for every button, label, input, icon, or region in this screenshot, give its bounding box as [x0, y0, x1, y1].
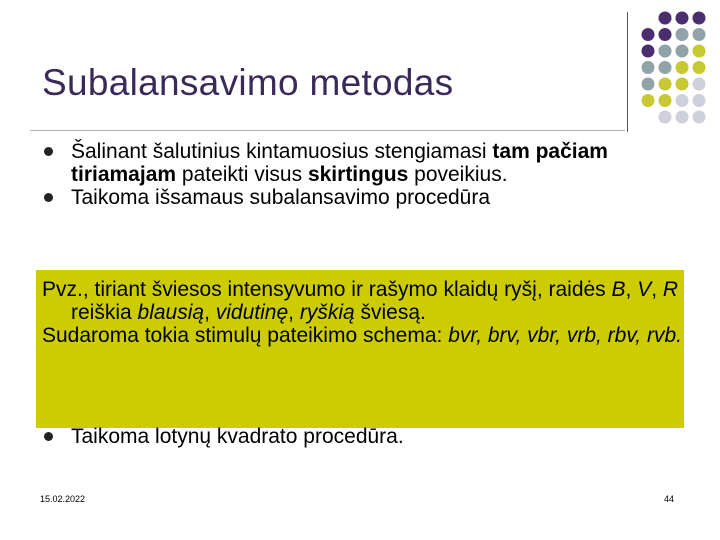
example-text-segment: B — [611, 278, 626, 301]
example-paragraph — [42, 324, 682, 347]
decorative-dot — [676, 61, 689, 74]
example-text-segment: reiškia — [71, 301, 138, 324]
example-text-segment: bvr, brv, vbr, vrb, rbv, rvb. — [448, 324, 682, 347]
decorative-dot — [693, 94, 706, 107]
bullet-list — [44, 140, 644, 209]
bullet-text-segment: skirtingus — [307, 163, 409, 186]
decorative-dot-grid — [640, 10, 720, 130]
example-text-segment: vidutinę — [215, 301, 289, 324]
title-divider — [30, 130, 625, 131]
decorative-dot — [693, 28, 706, 41]
decorative-dot — [642, 61, 655, 74]
example-text-segment: ryškią — [299, 301, 355, 324]
bullet-icon — [44, 147, 53, 156]
decorative-dot — [693, 12, 706, 25]
decorative-dot — [659, 45, 672, 58]
bullet-text-segment: Taikoma išsamaus subalansavimo procedūra — [71, 186, 491, 209]
bullet-text: Taikoma lotynų kvadrato procedūra. — [71, 425, 404, 448]
decorative-dot — [693, 111, 706, 124]
decorative-dot — [676, 78, 689, 91]
footer-date: 15.02.2022 — [40, 494, 86, 504]
vertical-divider — [627, 12, 628, 132]
example-text-segment: Sudaroma tokia stimulų pateikimo schema: — [42, 324, 449, 347]
decorative-dot — [659, 78, 672, 91]
example-text-segment: , — [288, 301, 300, 324]
decorative-dot — [676, 28, 689, 41]
dot-grid-icon — [640, 10, 720, 130]
bullet-text-segment: pateikti visus — [176, 163, 308, 186]
page-number: 44 — [664, 494, 675, 504]
example-text-segment: , — [204, 301, 216, 324]
decorative-dot — [642, 94, 655, 107]
bullet-icon — [44, 193, 53, 202]
example-text-segment: Pvz., tiriant šviesos intensyvumo ir rašymo klaidų ryšį, raidės — [42, 278, 612, 301]
bullet-text-segment: tam pačiam tiriamajam — [71, 140, 608, 186]
example-text-segment: V — [637, 278, 652, 301]
slide-title: Subalansavimo metodas — [42, 62, 454, 103]
example-text-segment: šviesą. — [354, 301, 426, 324]
bullet-text-segment: Šalinant šalutinius kintamuosius stengiamasi — [71, 140, 493, 163]
bullet-text — [71, 140, 644, 186]
decorative-dot — [693, 78, 706, 91]
example-text-segment: blausią — [137, 301, 205, 324]
decorative-dot — [659, 28, 672, 41]
bullet-text — [71, 186, 644, 209]
list-item — [44, 140, 644, 186]
decorative-dot — [659, 111, 672, 124]
decorative-dot — [659, 12, 672, 25]
decorative-dot — [676, 12, 689, 25]
example-text-segment: R — [662, 278, 679, 301]
decorative-dot — [659, 61, 672, 74]
bullet-icon — [44, 432, 53, 441]
bullet-text-segment: poveikius. — [408, 163, 508, 186]
example-text-segment: , — [625, 278, 638, 301]
decorative-dot — [676, 45, 689, 58]
decorative-dot — [693, 45, 706, 58]
decorative-dot — [642, 28, 655, 41]
example-text — [42, 278, 682, 347]
decorative-dot — [676, 111, 689, 124]
example-text-segment: , — [651, 278, 663, 301]
list-item — [44, 425, 404, 448]
decorative-dot — [676, 94, 689, 107]
decorative-dot — [659, 94, 672, 107]
decorative-dot — [693, 61, 706, 74]
decorative-dot — [642, 78, 655, 91]
example-paragraph — [42, 278, 682, 324]
decorative-dot — [642, 45, 655, 58]
list-item — [44, 186, 644, 209]
